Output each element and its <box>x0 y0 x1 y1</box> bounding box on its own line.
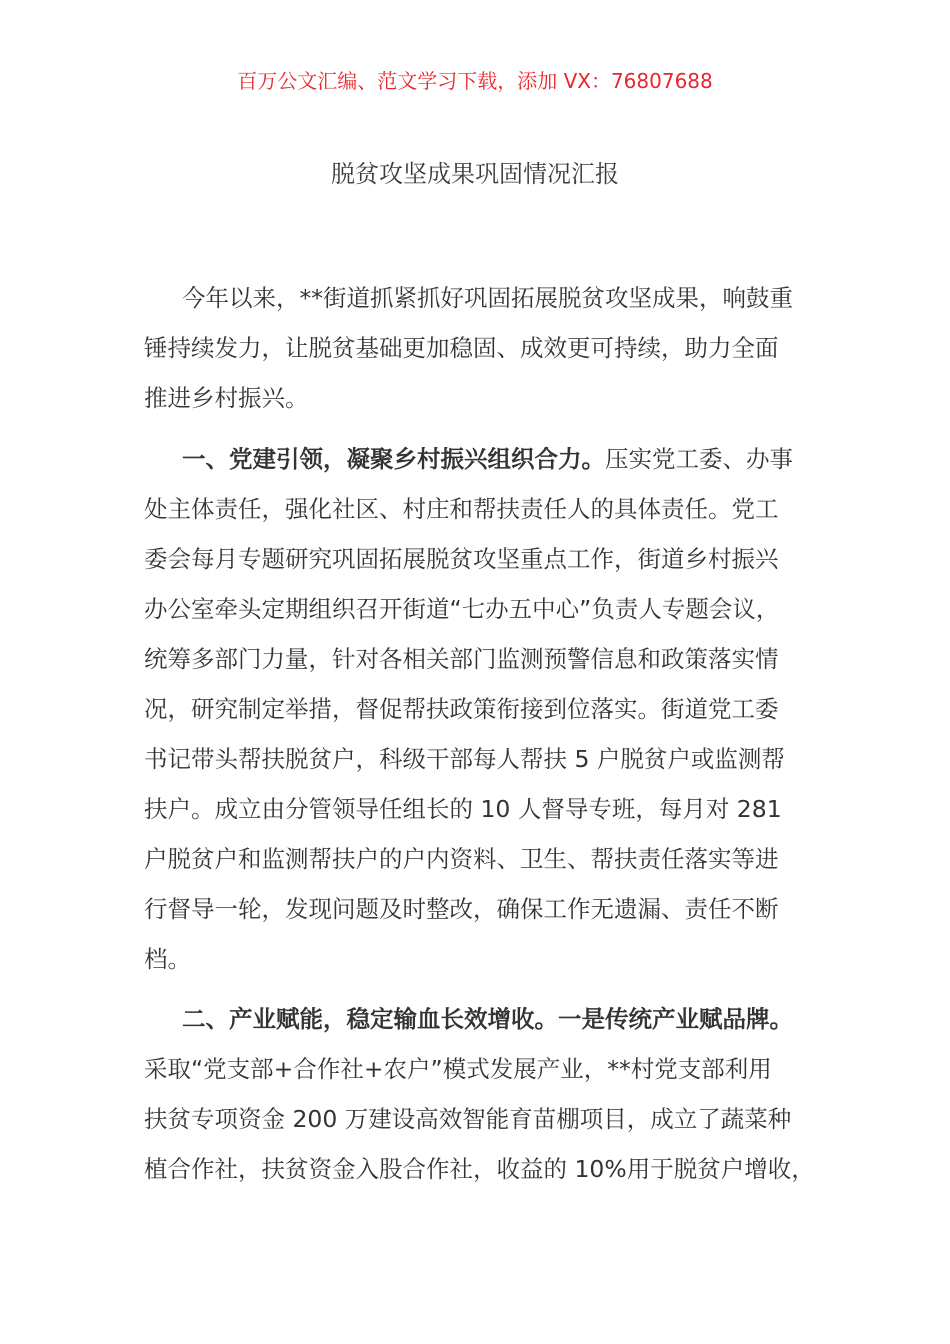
line-text: 推进乡村振兴。 <box>144 384 309 412</box>
line-text: 压实党工委、办事 <box>605 445 793 473</box>
paragraph-line <box>144 593 779 625</box>
paragraph-line <box>182 443 793 475</box>
paragraph-line <box>144 332 779 364</box>
line-text: 户脱贫户和监测帮扶户的户内资料、卫生、帮扶责任落实等进 <box>144 845 779 873</box>
paragraph-line <box>144 743 785 775</box>
paragraph-line <box>144 943 191 975</box>
paragraph-line <box>182 282 793 314</box>
line-text: 扶贫专项资金 200 万建设高效智能育苗棚项目，成立了蔬菜种 <box>144 1105 792 1133</box>
line-text: 档。 <box>144 945 191 973</box>
section-heading: 一、党建引领，凝聚乡村振兴组织合力。 <box>182 445 605 473</box>
line-text: 今年以来，**街道抓紧抓好巩固拓展脱贫攻坚成果，响鼓重 <box>182 284 793 312</box>
paragraph-line <box>144 843 779 875</box>
paragraph-line <box>144 1153 815 1185</box>
watermark-header: 百万公文汇编、范文学习下载，添加 VX：76807688 <box>237 69 713 93</box>
paragraph-line <box>182 1003 793 1035</box>
paragraph-line <box>144 1103 791 1135</box>
line-text: 处主体责任，强化社区、村庄和帮扶责任人的具体责任。党工 <box>144 495 779 523</box>
paragraph-line <box>144 1053 772 1085</box>
line-text: 况，研究制定举措，督促帮扶政策衔接到位落实。街道党工委 <box>144 695 779 723</box>
paragraph-line <box>144 543 779 575</box>
paragraph-line <box>144 382 309 414</box>
line-text: 扶户。成立由分管领导任组长的 10 人督导专班，每月对 281 <box>144 795 782 823</box>
paragraph-line <box>144 893 779 925</box>
document-title: 脱贫攻坚成果巩固情况汇报 <box>331 160 619 188</box>
paragraph-line <box>144 493 779 525</box>
line-text: 锤持续发力，让脱贫基础更加稳固、成效更可持续，助力全面 <box>144 334 779 362</box>
line-text: 统筹多部门力量，针对各相关部门监测预警信息和政策落实情 <box>144 645 779 673</box>
paragraph-line <box>144 793 782 825</box>
section-heading: 二、产业赋能，稳定输血长效增收。一是传统产业赋品牌。 <box>182 1005 793 1033</box>
line-text: 采取“党支部+合作社+农户”模式发展产业，**村党支部利用 <box>144 1055 772 1083</box>
line-text: 办公室牵头定期组织召开街道“七办五中心”负责人专题会议， <box>144 595 780 623</box>
line-text: 书记带头帮扶脱贫户，科级干部每人帮扶 5 户脱贫户或监测帮 <box>144 745 785 773</box>
paragraph-line <box>144 643 779 675</box>
line-text: 委会每月专题研究巩固拓展脱贫攻坚重点工作，街道乡村振兴 <box>144 545 779 573</box>
line-text: 植合作社，扶贫资金入股合作社，收益的 10%用于脱贫户增收， <box>144 1155 815 1183</box>
paragraph-line <box>144 693 779 725</box>
line-text: 行督导一轮，发现问题及时整改，确保工作无遗漏、责任不断 <box>144 895 779 923</box>
